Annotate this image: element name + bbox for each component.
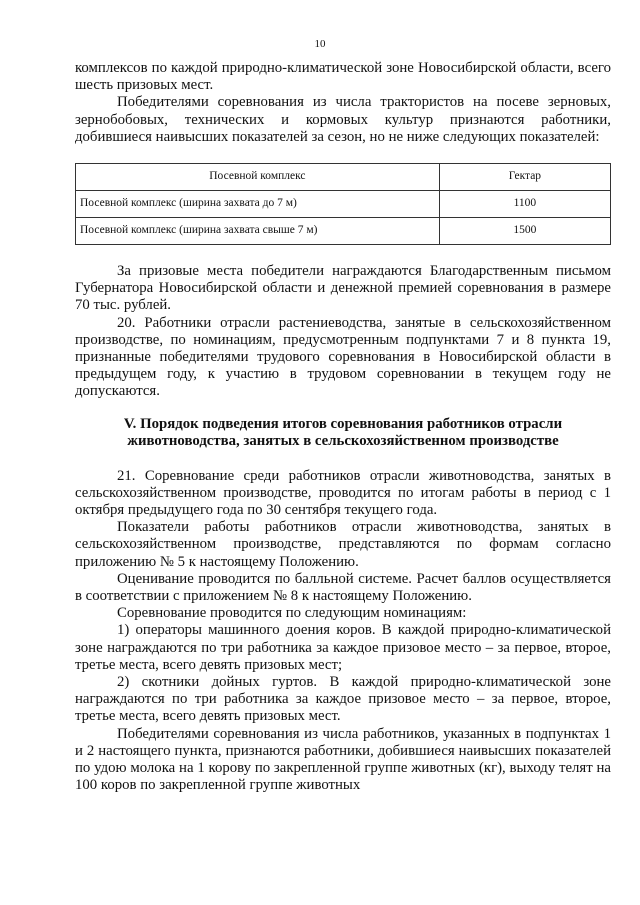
table-row — [76, 191, 611, 218]
table-header-row — [76, 164, 611, 191]
section-title: V. Порядок подведения итогов соревнования работников отрасли животноводства, занятых в сельскохозяйственном производстве — [123, 415, 563, 450]
table-cell: Посевной комплекс (ширина захвата до 7 м) — [76, 191, 440, 218]
list-item: 2) скотники дойных гуртов. В каждой природно-климатической зоне награждаются по три работника за каждое призовое место – за первое, второе, третье места, всего девять призовых мест. — [75, 674, 611, 725]
table-cell: 1100 — [439, 191, 610, 218]
paragraph: Соревнование проводится по следующим номинациям: — [117, 605, 467, 622]
table-row — [76, 218, 611, 245]
indicators-table — [75, 163, 611, 245]
table-header-cell: Гектар — [439, 164, 610, 191]
paragraph: 21. Соревнование среди работников отрасли животноводства, занятых в сельскохозяйственном производстве, проводится по итогам работы в период с 1 октября предыдущего года по 30 сентября текущего года. — [75, 467, 611, 519]
table-header-cell: Посевной комплекс — [76, 164, 440, 191]
table-cell: Посевной комплекс (ширина захвата свыше 7 м) — [76, 218, 440, 245]
paragraph: комплексов по каждой природно-климатической зоне Новосибирской области, всего шесть призовых мест. — [75, 60, 611, 94]
page-number: 10 — [314, 38, 326, 50]
paragraph: Показатели работы работников отрасли животноводства, занятых в сельскохозяйственном производстве, представляются по формам согласно приложению № 5 к настоящему Положению. — [75, 519, 611, 570]
table-cell: 1500 — [439, 218, 610, 245]
paragraph: Оценивание проводится по балльной системе. Расчет баллов осуществляется в соответствии с приложением № 8 к настоящему Положению. — [75, 570, 611, 605]
page-content — [75, 60, 611, 795]
list-item: 1) операторы машинного доения коров. В каждой природно-климатической зоне награждаются по три работника за каждое призовое место – за первое, второе, третье места, всего девять призовых мест; — [75, 622, 611, 673]
paragraph: Победителями соревнования из числа работников, указанных в подпунктах 1 и 2 настоящего пункта, признаются работники, добившиеся наивысших показателей по удою молока на 1 корову по закрепленной группе животных (кг), выходу телят на 100 коров по закрепленной группе животных — [75, 725, 611, 794]
paragraph: За призовые места победители награждаются Благодарственным письмом Губернатора Новосибирской области и денежной премией соревнования в размере 70 тыс. рублей. — [75, 263, 611, 314]
paragraph: Победителями соревнования из числа трактористов на посеве зерновых, зернобобовых, технических и кормовых культур признаются работники, добившиеся наивысших показателей за сезон, но не ниже следующих показателей: — [75, 94, 611, 145]
paragraph: 20. Работники отрасли растениеводства, занятые в сельскохозяйственном производстве, по номинациям, предусмотренным подпунктами 7 и 8 пункта 19, признанные победителями трудового соревнования в Новосибирской области в предыдущем году, к участию в трудовом соревновании в текущем году не допускаются. — [75, 314, 611, 400]
